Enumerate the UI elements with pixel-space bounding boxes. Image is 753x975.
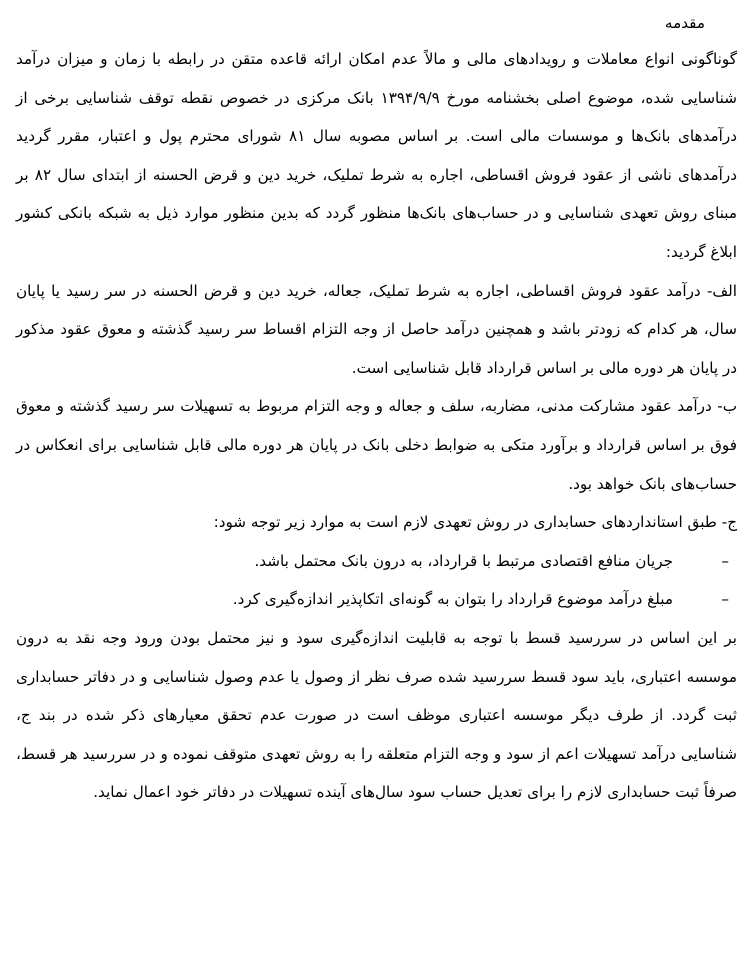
dash-bullet-icon: –	[721, 590, 729, 609]
closing-paragraph: بر این اساس در سررسید قسط با توجه به قابلیت اندازه‌گیری سود و نیز محتمل بودن ورود وجه نقد به درون موسسه اعتباری، باید سود قسط سررسید شده صرف نظر از وصول یا عدم وصول شناسایی و در دفاتر حسابداری ثبت گردد. از طرف دیگر موسسه اعتباری موظف است در صورت عدم تحقق معیارهای ذکر شده در بند ج، شناسایی درآمد تسهیلات اعم از سود و وجه التزام متعلقه را به روش تعهدی متوقف نموده و در سررسید هر قسط، صرفاً ثبت حسابداری لازم را برای تعدیل حساب سود سال‌های آینده تسهیلات در دفاتر خود اعمال نماید.	[16, 628, 737, 802]
clause-jim-bullet-list	[16, 542, 737, 619]
clause-jim-paragraph: ج- طبق استانداردهای حسابداری در روش تعهدی لازم است به موارد زیر توجه شود:	[213, 513, 737, 532]
dash-bullet-icon: –	[721, 551, 729, 570]
bullet-item	[16, 542, 737, 581]
bullet-text: جریان منافع اقتصادی مرتبط با قرارداد، به درون بانک محتمل باشد.	[254, 551, 673, 570]
bullet-item	[16, 580, 737, 619]
intro-paragraph: گوناگونی انواع معاملات و رویدادهای مالی و مالاً عدم امکان ارائه قاعده متقن در رابطه با زمان و میزان درآمد شناسایی شده، موضوع اصلی بخشنامه مورخ ۱۳۹۴/۹/۹ بانک مرکزی در خصوص نقطه توقف شناسایی برخی از درآمدهای بانک‌ها و موسسات مالی است. بر اساس مصوبه سال ۸۱ شورای محترم پول و اعتبار، مقرر گردید درآمدهای ناشی از عقود فروش اقساطی، اجاره به شرط تملیک، خرید دین و قرض الحسنه از ابتدای سال ۸۲ بر مبنای روش تعهدی شناسایی و در حساب‌های بانک‌ها منظور گردد که بدین منظور موارد ذیل به شبکه بانکی کشور ابلاغ گردید:	[16, 50, 737, 261]
clause-be-paragraph: ب- درآمد عقود مشارکت مدنی، مضاربه، سلف و جعاله و وجه التزام مربوط به تسهیلات سر رسید گذشته و معوق فوق بر اساس قرارداد و برآورد متکی به ضوابط دخلی بانک در پایان هر دوره مالی قابل شناسایی برای انعکاس در حساب‌های بانک خواهد بود.	[16, 397, 737, 493]
bullet-text: مبلغ درآمد موضوع قرارداد را بتوان به گونه‌ای اتکاپذیر اندازه‌گیری کرد.	[232, 590, 673, 609]
clause-alef-paragraph: الف- درآمد عقود فروش اقساطی، اجاره به شرط تملیک، جعاله، خرید دین و قرض الحسنه در سر رسید یا پایان سال، هر کدام که زودتر باشد و همچنین درآمد حاصل از وجه التزام اقساط سر رسید گذشته و معوق عقود مذکور در پایان هر دوره مالی بر اساس قرارداد قابل شناسایی است.	[16, 281, 737, 377]
document-heading: مقدمه	[664, 14, 705, 32]
